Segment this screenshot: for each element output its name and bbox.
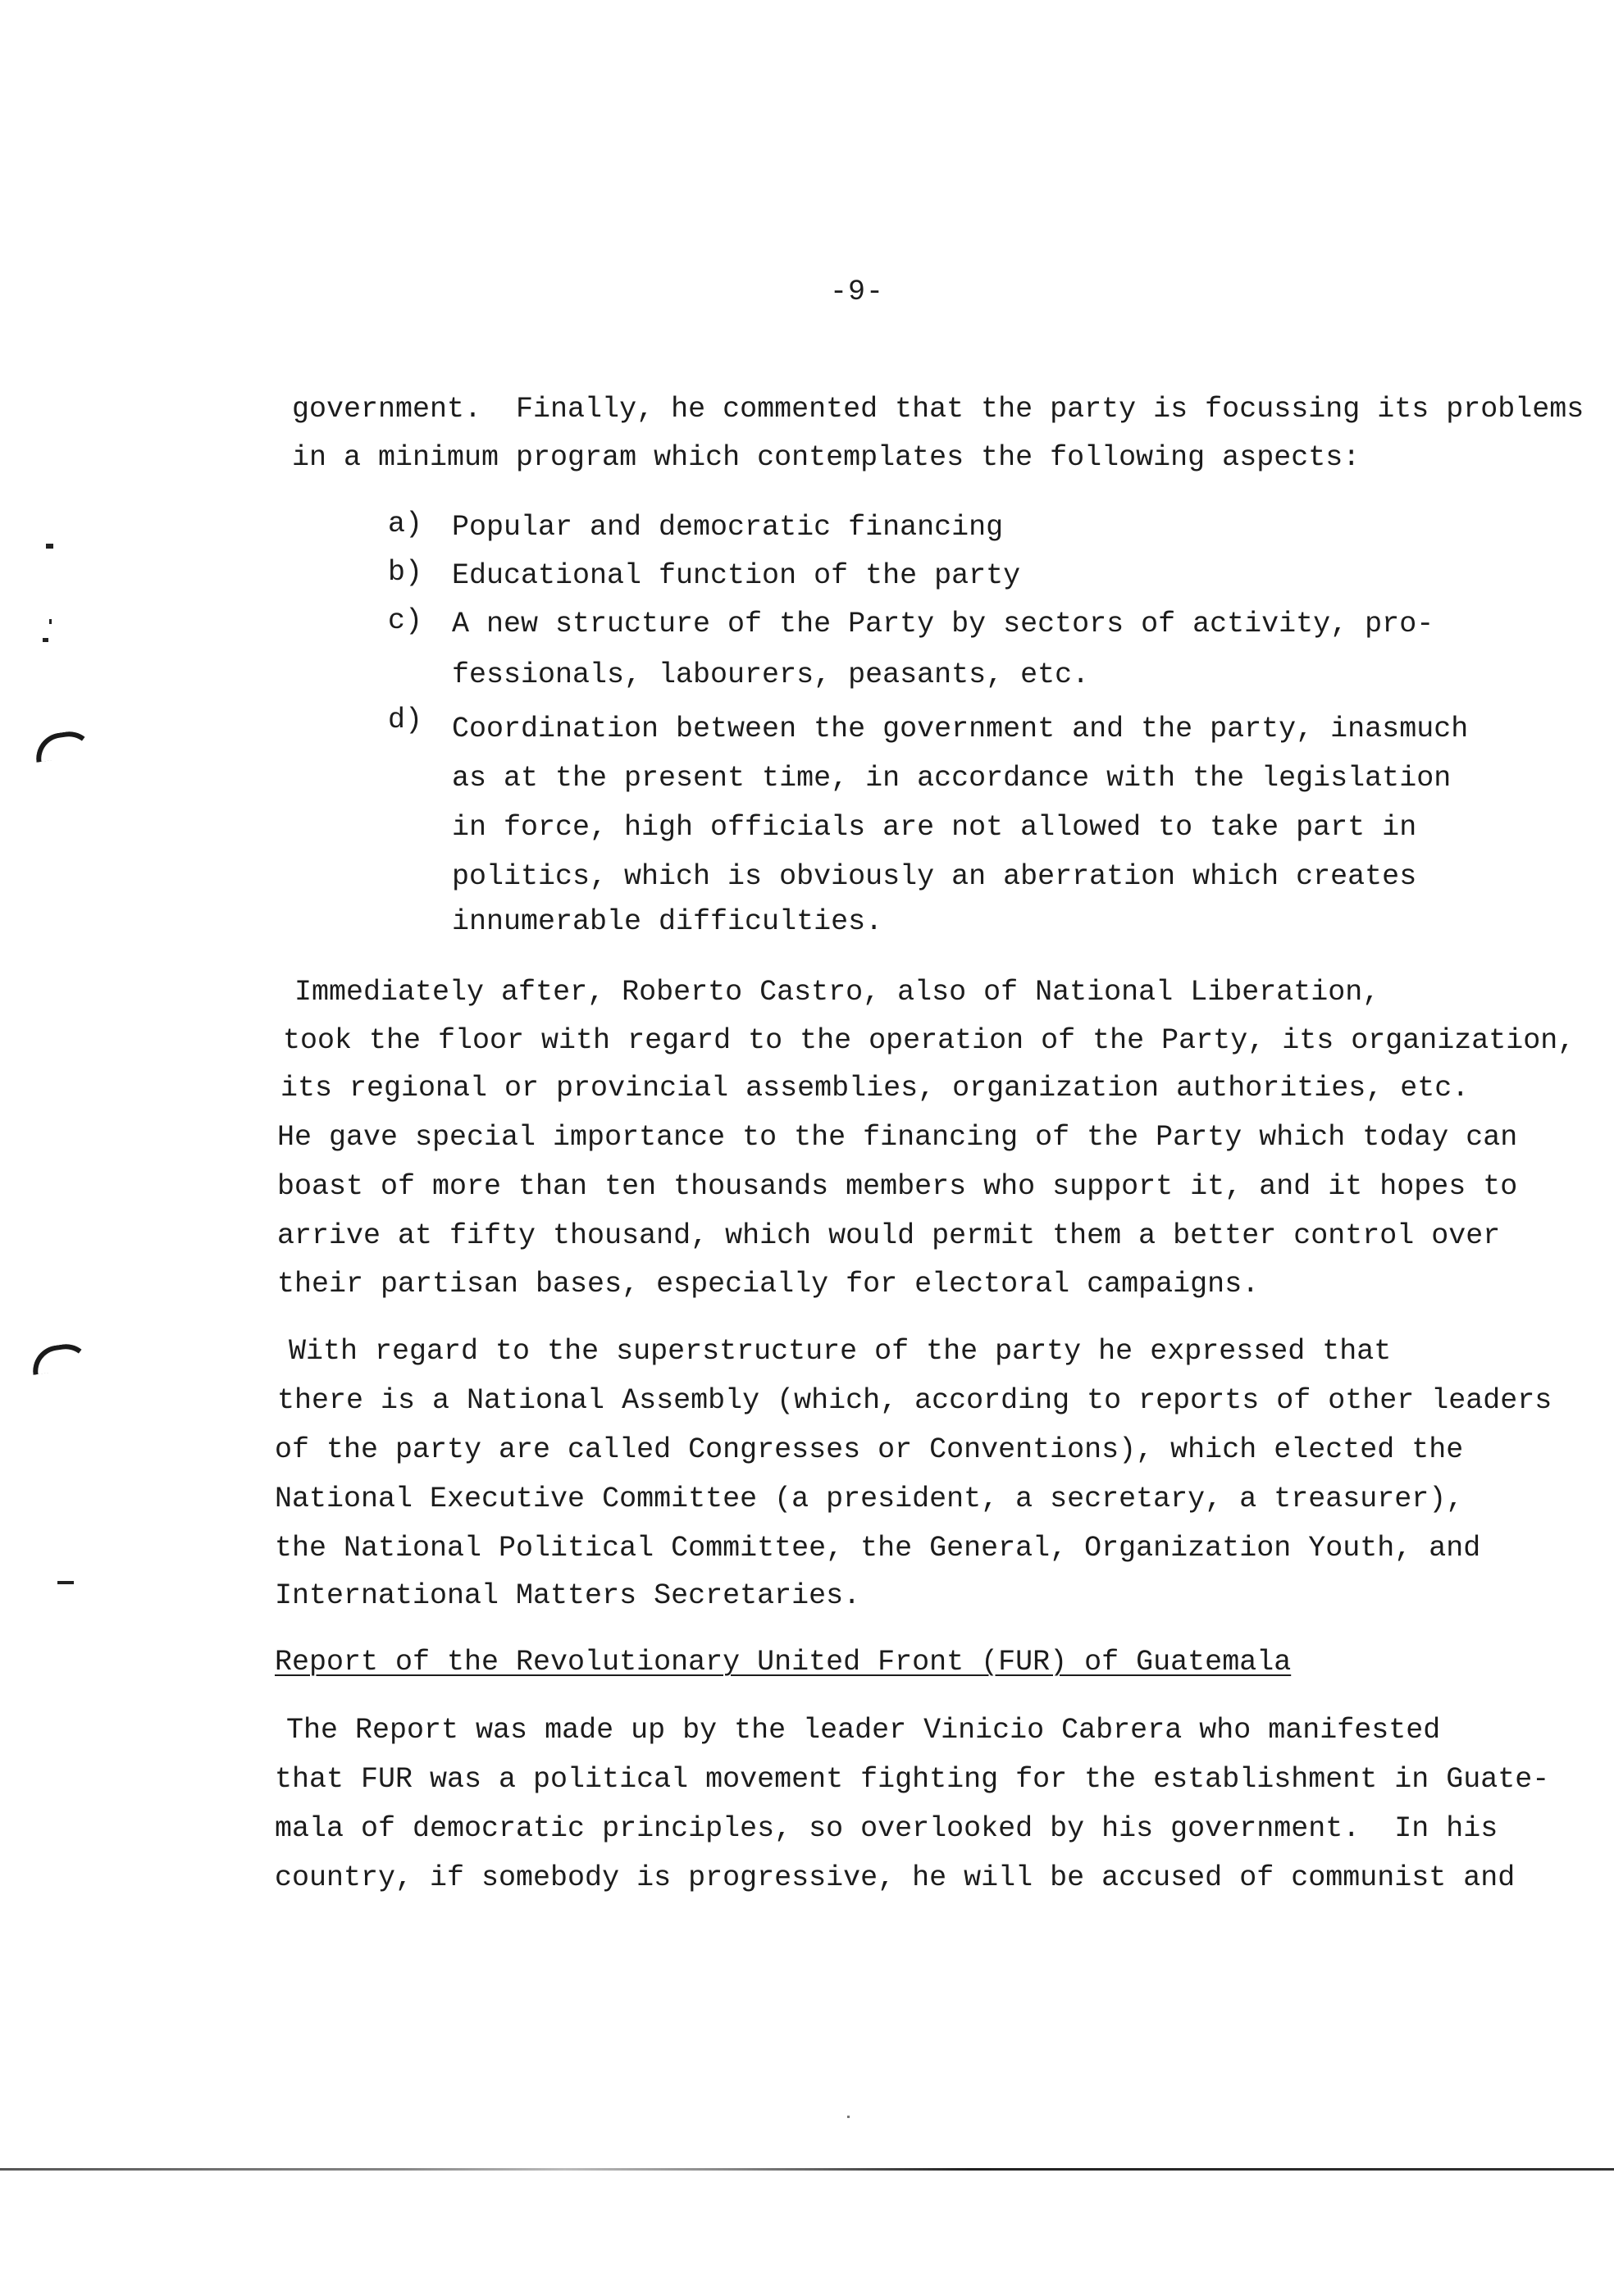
list-item-text: Coordination between the government and the party, inasmuch bbox=[452, 713, 1469, 745]
paragraph-line: The Report was made up by the leader Vinicio Cabrera who manifested bbox=[200, 1714, 1441, 1747]
list-item-text: Educational function of the party bbox=[452, 559, 1021, 592]
paragraph-line: its regional or provincial assemblies, organization authorities, etc. bbox=[280, 1072, 1470, 1105]
section-heading: Report of the Revolutionary United Front (FUR) of Guatemala bbox=[275, 1646, 1292, 1679]
margin-mark bbox=[49, 619, 52, 624]
paragraph-line: He gave special importance to the financing of the Party which today can bbox=[277, 1121, 1518, 1154]
paragraph-line: Immediately after, Roberto Castro, also of National Liberation, bbox=[208, 976, 1380, 1009]
page-number: -9- bbox=[829, 276, 884, 308]
margin-arc-mark bbox=[30, 1341, 92, 1375]
paragraph-line: of the party are called Congresses or Conventions), which elected the bbox=[275, 1433, 1464, 1466]
list-item-text: innumerable difficulties. bbox=[452, 905, 883, 938]
list-item-d bbox=[388, 704, 457, 802]
list-item-letter: d) bbox=[388, 704, 423, 736]
list-item-text: as at the present time, in accordance with the legislation bbox=[452, 762, 1452, 795]
scan-dot bbox=[847, 2116, 850, 2118]
list-item-text: fessionals, labourers, peasants, etc. bbox=[452, 658, 1090, 691]
list-item-c bbox=[388, 604, 457, 703]
paragraph-line: country, if somebody is progressive, he will be accused of communist and bbox=[275, 1861, 1516, 1894]
paragraph-line: the National Political Committee, the General, Organization Youth, and bbox=[275, 1532, 1481, 1565]
paragraph-line: their partisan bases, especially for electoral campaigns. bbox=[277, 1268, 1260, 1301]
list-item-letter: b) bbox=[388, 556, 423, 589]
margin-mark bbox=[46, 544, 53, 549]
list-item-letter: c) bbox=[388, 604, 423, 637]
list-item-text: Popular and democratic financing bbox=[452, 511, 1004, 544]
paragraph-line: mala of democratic principles, so overlooked by his government. In his bbox=[275, 1812, 1498, 1845]
paragraph-line: there is a National Assembly (which, according to reports of other leaders bbox=[277, 1384, 1552, 1417]
paragraph-line: that FUR was a political movement fighting for the establishment in Guate- bbox=[275, 1763, 1550, 1796]
list-item-text: A new structure of the Party by sectors of activity, pro- bbox=[452, 608, 1434, 640]
intro-line: government. Finally, he commented that the party is focussing its problems bbox=[292, 393, 1584, 426]
paragraph-line: arrive at fifty thousand, which would permit them a better control over bbox=[277, 1219, 1501, 1252]
paragraph-line: International Matters Secretaries. bbox=[275, 1579, 861, 1612]
margin-arc-mark bbox=[33, 728, 95, 763]
list-item-text: in force, high officials are not allowed to take part in bbox=[452, 811, 1417, 844]
margin-mark bbox=[43, 638, 48, 642]
margin-mark bbox=[57, 1581, 74, 1584]
paragraph-line: With regard to the superstructure of the party he expressed that bbox=[203, 1335, 1392, 1368]
intro-line: in a minimum program which contemplates the following aspects: bbox=[292, 441, 1361, 474]
bottom-rule bbox=[0, 2168, 1614, 2171]
paragraph-line: boast of more than ten thousands members who support it, and it hopes to bbox=[277, 1170, 1518, 1203]
paragraph-line: took the floor with regard to the operation of the Party, its organization, bbox=[283, 1024, 1575, 1057]
list-item-text: politics, which is obviously an aberration which creates bbox=[452, 860, 1417, 893]
paragraph-line: National Executive Committee (a president, a secretary, a treasurer), bbox=[275, 1483, 1464, 1515]
list-item-letter: a) bbox=[388, 508, 423, 540]
